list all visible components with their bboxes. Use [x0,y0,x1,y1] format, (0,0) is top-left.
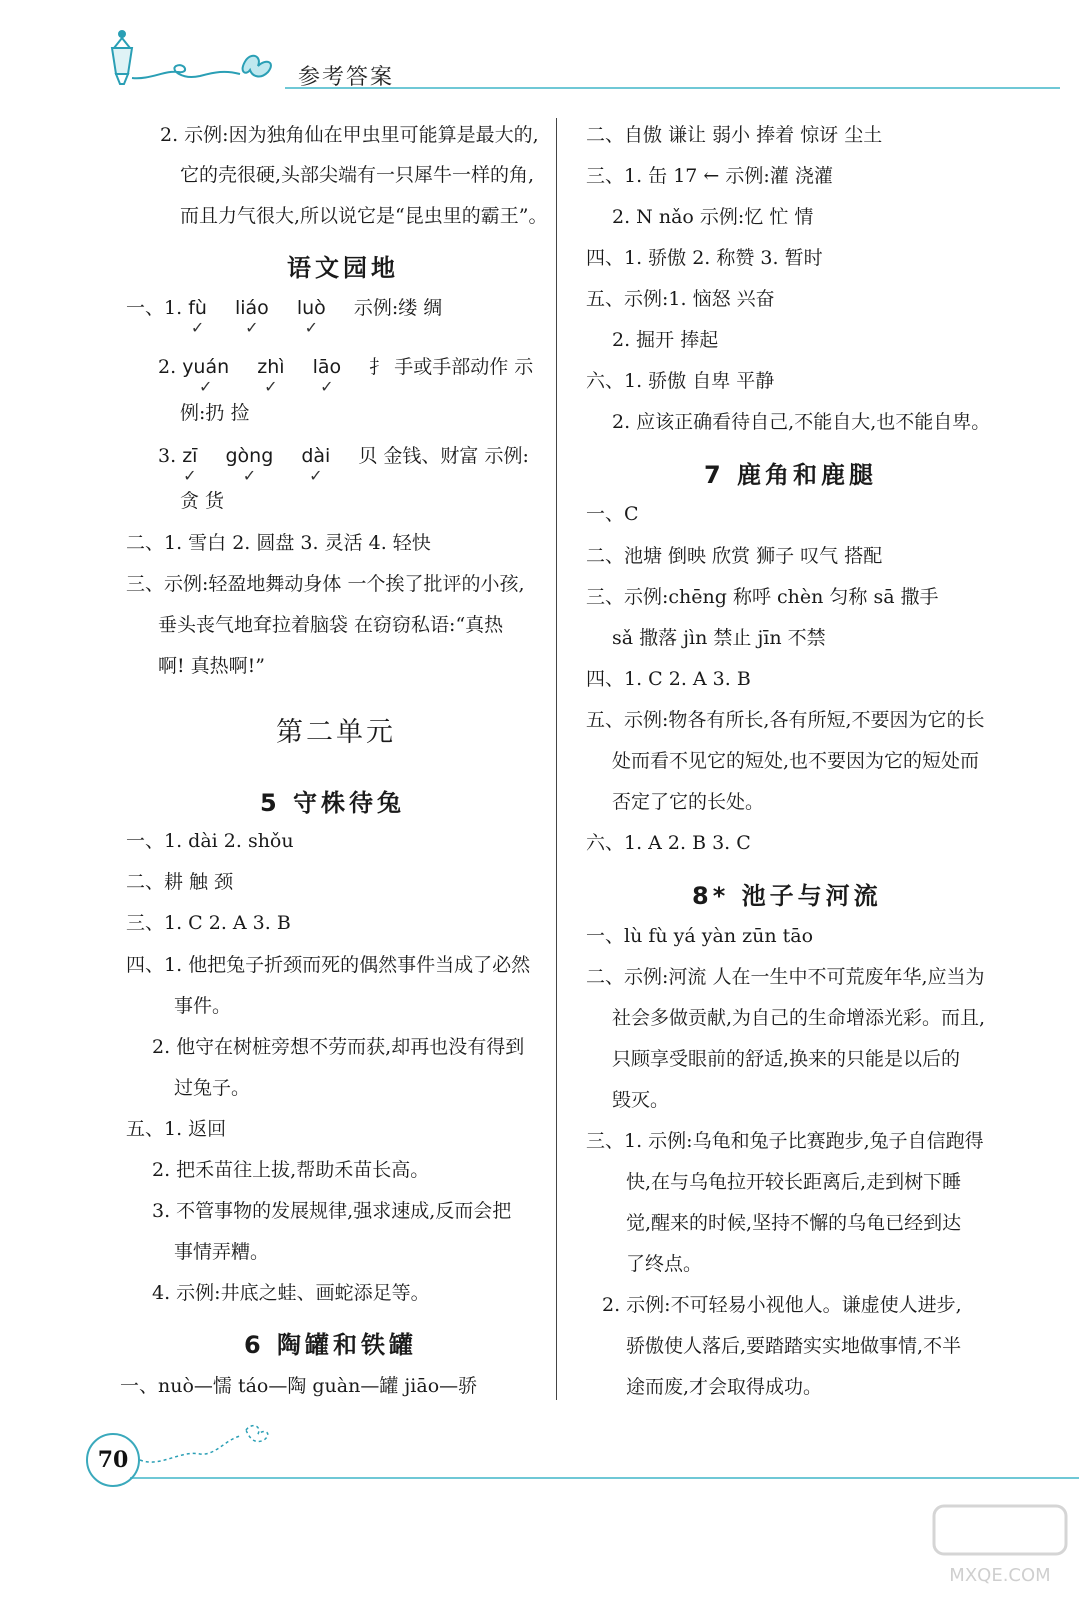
section-heading: 语文园地 [287,254,399,282]
answer-line: 二、示例:河流 人在一生中不可荒废年华,应当为 [586,966,985,988]
answer-line: sǎ 撒落 jìn 禁止 jīn 不禁 [612,627,826,649]
answer-line: 二、耕 触 颈 [126,871,234,893]
answer-line: 二、池塘 倒映 欣赏 狮子 叹气 搭配 [586,545,883,567]
check-icon: ✓ [198,377,213,396]
answer-label: 2. [158,356,177,378]
pinyin-text: luò [296,297,326,319]
answer-line: 否定了它的长处。 [612,791,765,813]
answer-line: 一、1. dài 2. shǒu [126,830,294,852]
watermark-logo [930,1500,1070,1590]
check-icon: ✓ [309,466,323,485]
check-icon: ✓ [190,318,205,337]
pinyin-text: gòng [225,445,274,467]
answer-line: 三、示例:轻盈地舞动身体 一个挨了批评的小孩, [126,573,525,595]
answer-line: 四、1. C 2. A 3. B [586,668,751,690]
answer-line: 事件。 [174,995,232,1017]
answer-line: 处而看不见它的短处,也不要因为它的短处而 [612,750,980,772]
answer-line: 啊! 真热啊!” [158,655,266,677]
pinyin-text: zhì [257,356,285,378]
pinyin [312,355,342,396]
pinyin [182,355,230,396]
lamp-icon [0,0,1079,100]
answer-line: 毁灭。 [612,1089,670,1111]
answer-line: 4. 示例:井底之蛙、画蛇添足等。 [152,1282,430,1304]
answer-line: 只顾享受眼前的舒适,换来的只能是以后的 [612,1048,961,1070]
pinyin [296,296,326,337]
answer-line: 社会多做贡献,为自己的生命增添光彩。而且, [612,1007,986,1029]
pinyin [234,296,269,337]
watermark-seal-icon [930,1500,1070,1560]
pinyin [182,444,198,485]
pinyin-text: zī [182,445,198,467]
answer-line: 觉,醒来的时候,坚持不懈的乌龟已经到达 [626,1212,962,1234]
answer-line: 2. 掘开 捧起 [612,329,719,351]
column-divider [556,118,557,1400]
answer-tail: 贝 金钱、财富 示例: [358,445,529,467]
pinyin-text: liáo [234,297,269,319]
answer-line: 垂头丧气地耷拉着脑袋 在窃窃私语:“真热 [158,614,504,636]
answer-line: 四、1. 他把兔子折颈而死的偶然事件当成了必然 [126,954,531,976]
answer-line: 骄傲使人落后,要踏踏实实地做事情,不半 [626,1335,962,1357]
watermark-text: MXQE.COM [949,1565,1051,1586]
answer-line: 2. 示例:不可轻易小视他人。谦虚使人进步, [602,1294,962,1316]
footer-decoration-icon [0,1410,1079,1510]
answer-line: 六、1. 骄傲 自卑 平静 [586,370,775,392]
pinyin [188,296,207,337]
pinyin-text: yuán [182,356,230,378]
answer-line: 五、示例:1. 恼怒 兴奋 [586,288,775,310]
answer-line: 二、1. 雪白 2. 圆盘 3. 灵活 4. 轻快 [126,532,431,554]
answer-line: 2. N nǎo 示例:忆 忙 情 [612,206,814,228]
lesson-heading: 8* 池子与河流 [692,882,882,910]
footer-rule [130,1477,1079,1479]
answer-line: 了终点。 [626,1253,703,1275]
answer-line: 2. 示例:因为独角仙在甲虫里可能算是最大的, [160,124,539,146]
lesson-heading: 6 陶罐和铁罐 [244,1331,418,1359]
answer-line [158,444,529,485]
answer-line: 途而废,才会取得成功。 [626,1376,823,1398]
answer-line: 快,在与乌龟拉开较长距离后,走到树下睡 [626,1171,962,1193]
pinyin-text: dài [301,445,331,467]
answer-label: 3. [158,445,177,467]
answer-label: 一、1. [126,297,183,319]
pinyin [301,444,331,485]
page-title: 参考答案 [298,65,395,90]
page-number: 70 [86,1433,140,1487]
answer-line: 贪 货 [180,490,225,512]
pinyin [257,355,285,396]
check-icon: ✓ [320,377,334,396]
answer-line: 三、1. C 2. A 3. B [126,912,291,934]
answer-line: 三、1. 示例:乌龟和兔子比赛跑步,兔子自信跑得 [586,1130,984,1152]
answer-line [158,355,534,396]
answer-line: 3. 不管事物的发展规律,强求速成,反而会把 [152,1200,512,1222]
lesson-heading: 5 守株待兔 [260,789,406,817]
pinyin [225,444,274,485]
check-icon: ✓ [183,466,197,485]
answer-line: 三、示例:chēng 称呼 chèn 匀称 sā 撒手 [586,586,939,608]
answer-line: 2. 把禾苗往上拔,帮助禾苗长高。 [152,1159,430,1181]
check-icon: ✓ [242,466,257,485]
answer-line: 2. 应该正确看待自己,不能自大,也不能自卑。 [612,411,991,433]
answer-line: 2. 他守在树桩旁想不劳而获,却再也没有得到 [152,1036,525,1058]
check-icon: ✓ [264,377,278,396]
answer-line: 事情弄糟。 [174,1241,270,1263]
page-header [0,0,1079,100]
answer-tail: 示例:缕 绸 [353,297,443,319]
answer-line: 六、1. A 2. B 3. C [586,832,751,854]
answer-line: 五、示例:物各有所长,各有所短,不要因为它的长 [586,709,985,731]
answer-line: 一、lù fù yá yàn zūn tāo [586,925,814,947]
answer-line: 四、1. 骄傲 2. 称赞 3. 暂时 [586,247,823,269]
answer-line: 而且力气很大,所以说它是“昆虫里的霸王”。 [180,205,548,227]
check-icon: ✓ [304,318,319,337]
answer-line: 二、自傲 谦让 弱小 捧着 惊讶 尘土 [586,124,883,146]
footer-doodle [140,1426,268,1462]
check-icon: ✓ [245,318,259,337]
answer-line: 一、C [586,503,639,525]
lesson-heading: 7 鹿角和鹿腿 [704,461,878,489]
answer-line: 一、nuò—懦 táo—陶 guàn—罐 jiāo—骄 [120,1375,478,1397]
answer-line: 五、1. 返回 [126,1118,227,1140]
answer-line: 三、1. 缶 17 ← 示例:灌 浇灌 [586,165,833,187]
pinyin-text: fù [188,297,207,319]
answer-line: 它的壳很硬,头部尖端有一只犀牛一样的角, [180,164,535,186]
answer-line: 例:扔 捡 [180,402,250,424]
unit-heading: 第二单元 [276,717,396,748]
answer-line: 过兔子。 [174,1077,251,1099]
answer-tail: 扌 手或手部动作 示 [369,356,534,378]
answer-line [126,296,443,337]
lamp-icon-art [112,31,271,84]
pinyin-text: lāo [312,356,342,378]
